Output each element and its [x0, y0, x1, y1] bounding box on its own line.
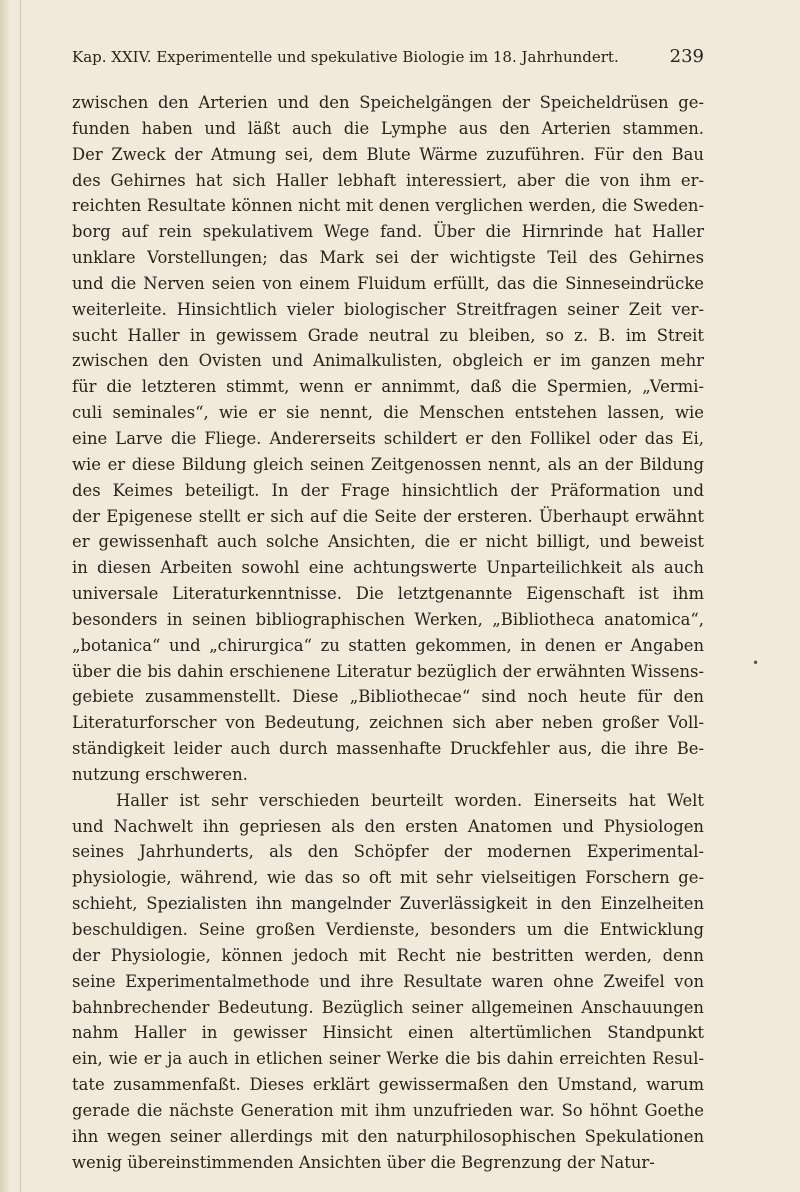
text-line: und Nachwelt ihn gepriesen als den ersten Anatomen und Physiologen: [72, 816, 704, 836]
text-line: in diesen Arbeiten sowohl eine achtungswerte Unparteilichkeit als auch: [72, 558, 704, 578]
text-line: er gewissenhaft auch solche Ansichten, die er nicht billigt, und beweist: [72, 532, 704, 552]
text-line: weiterleite. Hinsichtlich vieler biologischer Streitfragen seiner Zeit ver-: [72, 299, 704, 319]
text-line: besonders in seinen bibliographischen Werken, „Bibliotheca anatomica“,: [72, 609, 704, 629]
text-line: ein, wie er ja auch in etlichen seiner Werke die bis dahin erreichten Resul-: [72, 1049, 704, 1069]
text-line: seine Experimentalmethode und ihre Resultate waren ohne Zweifel von: [72, 971, 704, 991]
text-line: der Physiologie, können jedoch mit Recht nie bestritten werden, denn: [72, 945, 704, 965]
text-line: Literaturforscher von Bedeutung, zeichnen sich aber neben großer Voll-: [72, 713, 704, 733]
text-line: wenig übereinstimmenden Ansichten über die Begrenzung der Natur-: [72, 1152, 655, 1172]
text-line: seines Jahrhunderts, als den Schöpfer der modernen Experimental-: [72, 842, 704, 862]
text-line: „botanica“ und „chirurgica“ zu statten gekommen, in denen er Angaben: [72, 635, 704, 655]
text-line: ihn wegen seiner allerdings mit den naturphilosophischen Spekulationen: [72, 1126, 704, 1146]
text-line: gerade die nächste Generation mit ihm unzufrieden war. So höhnt Goethe: [72, 1100, 704, 1120]
text-line: und die Nerven seien von einem Fluidum erfüllt, das die Sinneseindrücke: [72, 273, 704, 293]
text-line: tate zusammenfaßt. Dieses erklärt gewissermaßen den Umstand, warum: [72, 1075, 704, 1095]
text-line: reichten Resultate können nicht mit denen verglichen werden, die Sweden-: [72, 196, 704, 216]
text-line: funden haben und läßt auch die Lymphe aus den Arterien stammen.: [72, 118, 704, 138]
text-line: eine Larve die Fliege. Andererseits schildert er den Follikel oder das Ei,: [72, 428, 704, 448]
margin-mark: •: [752, 656, 760, 670]
text-line: culi seminales“, wie er sie nennt, die Menschen entstehen lassen, wie: [72, 403, 704, 423]
text-line: wie er diese Bildung gleich seinen Zeitgenossen nennt, als an der Bildung: [72, 454, 704, 474]
text-line: des Keimes beteiligt. In der Frage hinsichtlich der Präformation und: [72, 480, 704, 500]
page-edge-line: [20, 0, 21, 1192]
text-line: universale Literaturkenntnisse. Die letztgenannte Eigenschaft ist ihm: [72, 584, 704, 604]
text-line: für die letzteren stimmt, wenn er annimmt, daß die Spermien, „Vermi-: [72, 377, 704, 397]
text-line: physiologie, während, wie das so oft mit sehr vielseitigen Forschern ge-: [72, 868, 704, 888]
text-line: Der Zweck der Atmung sei, dem Blute Wärme zuzuführen. Für den Bau: [72, 144, 704, 164]
text-line: über die bis dahin erschienene Literatur bezüglich der erwähnten Wissens-: [72, 661, 704, 681]
text-line: zwischen den Ovisten und Animalkulisten, obgleich er im ganzen mehr: [72, 351, 704, 371]
text-line: der Epigenese stellt er sich auf die Seite der ersteren. Überhaupt erwähnt: [72, 506, 704, 526]
text-line: ständigkeit leider auch durch massenhafte Druckfehler aus, die ihre Be-: [72, 739, 704, 759]
page-gutter-shadow: [0, 0, 10, 1192]
text-line: zwischen den Arterien und den Speichelgängen der Speicheldrüsen ge-: [72, 93, 704, 112]
body-text: [72, 90, 704, 1175]
text-line: bahnbrechender Bedeutung. Bezüglich seiner allgemeinen Anschauungen: [72, 997, 704, 1017]
text-line: nutzung erschweren.: [72, 764, 248, 784]
text-line: unklare Vorstellungen; das Mark sei der wichtigste Teil des Gehirnes: [72, 248, 704, 268]
text-line: gebiete zusammenstellt. Diese „Bibliothecae“ sind noch heute für den: [72, 687, 704, 707]
text-line: beschuldigen. Seine großen Verdienste, besonders um die Entwicklung: [72, 920, 704, 939]
page-number: 239: [669, 46, 704, 67]
text-line: borg auf rein spekulativem Wege fand. Über die Hirnrinde hat Haller: [72, 222, 704, 242]
running-header: [72, 46, 704, 68]
text-line: schieht, Spezialisten ihn mangelnder Zuverlässigkeit in den Einzelheiten: [72, 894, 704, 914]
text-line: nahm Haller in gewisser Hinsicht einen altertümlichen Standpunkt: [72, 1023, 704, 1043]
running-title: Kap. XXIV. Experimentelle und spekulative Biologie im 18. Jahrhundert.: [72, 48, 619, 66]
text-line: Haller ist sehr verschieden beurteilt worden. Einerseits hat Welt: [116, 790, 704, 810]
text-line: sucht Haller in gewissem Grade neutral zu bleiben, so z. B. im Streit: [72, 325, 704, 345]
text-line: des Gehirnes hat sich Haller lebhaft interessiert, aber die von ihm er-: [72, 170, 704, 190]
